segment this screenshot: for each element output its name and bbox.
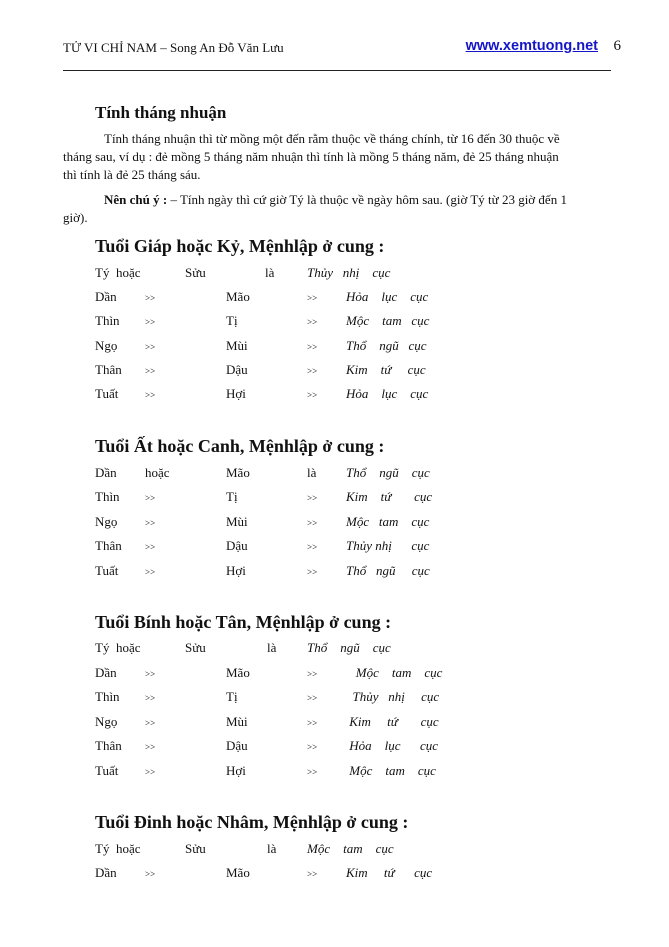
row-col3: là xyxy=(265,265,275,280)
table-row xyxy=(95,738,555,756)
row-result: Thổ ngũ cục xyxy=(346,465,430,480)
table-row xyxy=(95,865,555,883)
row-col4: >> xyxy=(307,767,318,777)
row-result: Hỏa lục cục xyxy=(346,289,429,304)
row-result: Hỏa lục cục xyxy=(346,738,439,753)
row-col2: >> xyxy=(145,542,156,552)
row-result: Thủy nhị cục xyxy=(346,689,440,704)
row-col4: >> xyxy=(307,293,318,303)
row-col1: Tý hoặc xyxy=(95,265,141,280)
row-col3: Mùi xyxy=(226,714,248,729)
row-col3: Dậu xyxy=(226,738,248,753)
row-col2: >> xyxy=(145,390,156,400)
row-col1: Ngọ xyxy=(95,338,118,353)
row-col2: >> xyxy=(145,493,156,503)
table-row xyxy=(95,563,555,581)
table-title: Tuổi Giáp hoặc Kỷ, Mệnhlập ở cung : xyxy=(95,236,385,256)
table-title: Tuổi Ất hoặc Canh, Mệnhlập ở cung : xyxy=(95,436,385,456)
row-col1: Tý hoặc xyxy=(95,841,141,856)
row-result: Mộc tam cục xyxy=(346,313,430,328)
header-title: TỬ VI CHỈ NAM – Song An Đỗ Văn Lưu xyxy=(63,40,284,55)
note-label: Nên chú ý : xyxy=(104,192,168,207)
row-col4: là xyxy=(307,465,317,480)
table-row xyxy=(95,689,555,707)
row-col1: Thân xyxy=(95,362,122,377)
row-result: Thủy nhị cục xyxy=(346,538,430,553)
row-col2: >> xyxy=(145,518,156,528)
row-col4: >> xyxy=(307,518,318,528)
section-para-line2: tháng sau, ví dụ : đẻ mồng 5 tháng năm nhuận thì tính là mồng 5 tháng năm, đẻ 25 tháng nhuận xyxy=(63,149,559,164)
row-result: Mộc tam cục xyxy=(346,665,443,680)
table-row xyxy=(95,640,555,658)
row-result: Mộc tam cục xyxy=(346,514,430,529)
table-title: Tuổi Đinh hoặc Nhâm, Mệnhlập ở cung : xyxy=(95,812,409,832)
row-col3: Mùi xyxy=(226,514,248,529)
row-col3: Hợi xyxy=(226,563,246,578)
row-col4: >> xyxy=(307,493,318,503)
row-col3: Tị xyxy=(226,689,238,704)
row-result: Kim tứ cục xyxy=(346,865,433,880)
table-row xyxy=(95,289,555,307)
table-row xyxy=(95,265,555,283)
row-col1: Thìn xyxy=(95,689,120,704)
row-col1: Tý hoặc xyxy=(95,640,141,655)
row-col2: >> xyxy=(145,366,156,376)
row-col1: Thìn xyxy=(95,489,120,504)
table-row xyxy=(95,489,555,507)
row-col2: hoặc xyxy=(145,465,170,480)
row-col3: Dậu xyxy=(226,362,248,377)
row-col3: là xyxy=(267,841,277,856)
row-col3: Tị xyxy=(226,313,238,328)
row-result: Hỏa lục cục xyxy=(346,386,429,401)
row-col3: là xyxy=(267,640,277,655)
note-line2: giờ). xyxy=(63,210,88,225)
row-col1: Ngọ xyxy=(95,714,118,729)
table-row xyxy=(95,841,555,859)
section-title: Tính tháng nhuận xyxy=(95,103,227,122)
row-col3: Mão xyxy=(226,465,250,480)
row-result: Mộc tam cục xyxy=(307,841,394,856)
row-col1: Tuất xyxy=(95,386,119,401)
row-col3: Mùi xyxy=(226,338,248,353)
table-row xyxy=(95,362,555,380)
row-col3: Mão xyxy=(226,865,250,880)
row-result: Thổ ngũ cục xyxy=(346,563,430,578)
table-row xyxy=(95,763,555,781)
row-result: Thủy nhị cục xyxy=(307,265,391,280)
row-result: Kim tứ cục xyxy=(346,489,433,504)
row-col1: Thân xyxy=(95,738,122,753)
row-col4: >> xyxy=(307,390,318,400)
row-col2: >> xyxy=(145,718,156,728)
table-row xyxy=(95,313,555,331)
row-col2: Sửu xyxy=(185,265,206,280)
row-col2: >> xyxy=(145,869,156,879)
row-col1: Dần xyxy=(95,289,117,304)
row-col2: >> xyxy=(145,293,156,303)
row-col1: Tuất xyxy=(95,763,119,778)
row-col2: >> xyxy=(145,342,156,352)
section-para-line3: thì tính là đẻ 25 tháng sáu. xyxy=(63,167,201,182)
row-col4: >> xyxy=(307,869,318,879)
row-col2: >> xyxy=(145,742,156,752)
section-para-line1: Tính tháng nhuận thì từ mồng một đến rằm thuộc về tháng chính, từ 16 đến 30 thuộc về xyxy=(104,131,560,146)
row-col1: Dần xyxy=(95,665,117,680)
row-col1: Dần xyxy=(95,465,117,480)
row-col1: Thân xyxy=(95,538,122,553)
row-col4: >> xyxy=(307,342,318,352)
table-row xyxy=(95,338,555,356)
row-col3: Hợi xyxy=(226,386,246,401)
table-title: Tuổi Bính hoặc Tân, Mệnhlập ở cung : xyxy=(95,612,392,632)
note-text: – Tính ngày thì cứ giờ Tý là thuộc về ngày hôm sau. (giờ Tý từ 23 giờ đến 1 xyxy=(167,192,567,207)
table-row xyxy=(95,714,555,732)
row-col1: Tuất xyxy=(95,563,119,578)
row-col2: >> xyxy=(145,767,156,777)
header-url-link[interactable]: www.xemtuong.net xyxy=(465,38,598,54)
row-col4: >> xyxy=(307,718,318,728)
row-col2: >> xyxy=(145,693,156,703)
table-row xyxy=(95,386,555,404)
page-header xyxy=(63,36,621,71)
row-col3: Tị xyxy=(226,489,238,504)
table-row xyxy=(95,665,555,683)
row-col4: >> xyxy=(307,542,318,552)
row-col1: Thìn xyxy=(95,313,120,328)
row-col3: Mão xyxy=(226,665,250,680)
row-col4: >> xyxy=(307,742,318,752)
row-result: Mộc tam cục xyxy=(346,763,436,778)
note-line1 xyxy=(104,191,567,209)
table-row xyxy=(95,514,555,532)
row-result: Kim tứ cục xyxy=(346,714,439,729)
row-col4: >> xyxy=(307,567,318,577)
page-number: 6 xyxy=(613,38,621,54)
row-col2: >> xyxy=(145,317,156,327)
row-result: Thổ ngũ cục xyxy=(346,338,427,353)
row-col3: Mão xyxy=(226,289,250,304)
row-col2: >> xyxy=(145,567,156,577)
row-col3: Dậu xyxy=(226,538,248,553)
row-col4: >> xyxy=(307,669,318,679)
row-col2: Sửu xyxy=(185,640,206,655)
row-result: Kim tứ cục xyxy=(346,362,426,377)
row-col4: >> xyxy=(307,693,318,703)
row-result: Thổ ngũ cục xyxy=(307,640,391,655)
row-col3: Hợi xyxy=(226,763,246,778)
table-row xyxy=(95,465,555,483)
table-row xyxy=(95,538,555,556)
row-col2: >> xyxy=(145,669,156,679)
row-col1: Ngọ xyxy=(95,514,118,529)
row-col1: Dần xyxy=(95,865,117,880)
row-col4: >> xyxy=(307,366,318,376)
row-col4: >> xyxy=(307,317,318,327)
row-col2: Sửu xyxy=(185,841,206,856)
